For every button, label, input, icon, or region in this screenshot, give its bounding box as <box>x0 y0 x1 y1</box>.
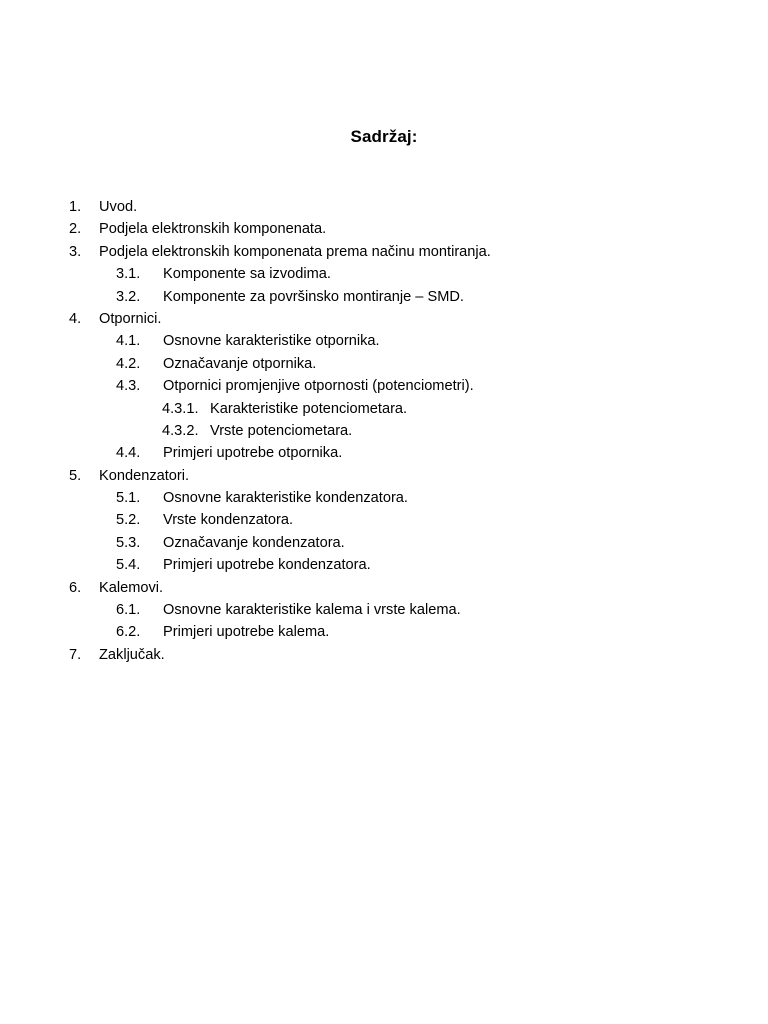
toc-entry-text: Osnovne karakteristike kalema i vrste kalema. <box>163 602 461 619</box>
toc-entry-number: 4.3.1. <box>162 400 199 417</box>
toc-entry <box>0 398 768 420</box>
toc-entry-number: 7. <box>69 646 82 663</box>
toc-entry-text: Karakteristike potenciometara. <box>210 400 408 417</box>
toc-entry-text: Otpornici. <box>99 310 162 327</box>
toc-entry-number: 5. <box>69 467 82 484</box>
toc-entry-number: 2. <box>69 221 82 238</box>
toc-entry-text: Komponente za površinsko montiranje – SMD. <box>163 288 464 305</box>
toc-entry <box>0 353 768 375</box>
toc-entry-number: 6. <box>69 579 82 596</box>
toc-entry <box>0 330 768 352</box>
toc-entry-text: Zaključak. <box>99 646 165 663</box>
toc-entry-text: Uvod. <box>99 199 138 215</box>
toc-entry <box>0 218 768 240</box>
toc-entry <box>0 532 768 554</box>
toc-entry-text: Podjela elektronskih komponenata prema načinu montiranja. <box>99 243 491 260</box>
toc-entry-text: Vrste potenciometara. <box>210 422 353 439</box>
toc-entry-text: Kalemovi. <box>99 579 164 596</box>
toc-entry-number: 4.3. <box>116 378 141 395</box>
toc-entry <box>0 465 768 487</box>
toc-entry <box>0 241 768 263</box>
toc-entry-text: Primjeri upotrebe kondenzatora. <box>163 557 371 574</box>
toc-entry <box>0 599 768 621</box>
toc-entry <box>0 577 768 599</box>
toc-entry <box>0 263 768 285</box>
toc-entry-number: 3.1. <box>116 266 141 283</box>
page-title: Sadržaj: <box>350 127 418 146</box>
toc-entry-number: 5.2. <box>116 512 141 529</box>
toc-entry <box>0 196 768 218</box>
toc-entry-number: 1. <box>69 199 82 215</box>
toc-entry-number: 4.2. <box>116 355 141 372</box>
toc-entry-text: Kondenzatori. <box>99 467 190 484</box>
toc-entry-text: Primjeri upotrebe kalema. <box>163 624 330 641</box>
toc-entry-number: 5.1. <box>116 490 141 507</box>
toc-entry <box>0 286 768 308</box>
toc-entry-text: Osnovne karakteristike otpornika. <box>163 333 380 350</box>
table-of-contents <box>0 196 768 666</box>
toc-entry-text: Podjela elektronskih komponenata. <box>99 221 327 238</box>
toc-entry-text: Označavanje otpornika. <box>163 355 317 372</box>
toc-entry-number: 5.4. <box>116 557 141 574</box>
toc-entry-text: Osnovne karakteristike kondenzatora. <box>163 490 408 507</box>
toc-entry-number: 3.2. <box>116 288 141 305</box>
toc-entry <box>0 621 768 643</box>
toc-entry <box>0 644 768 666</box>
toc-entry-number: 4. <box>69 310 82 327</box>
toc-entry-text: Vrste kondenzatora. <box>163 512 294 529</box>
toc-entry <box>0 554 768 576</box>
toc-entry <box>0 375 768 397</box>
toc-entry-number: 4.1. <box>116 333 141 350</box>
toc-entry-text: Označavanje kondenzatora. <box>163 534 345 551</box>
toc-entry-number: 5.3. <box>116 534 141 551</box>
toc-entry-number: 6.1. <box>116 602 141 619</box>
toc-entry-text: Primjeri upotrebe otpornika. <box>163 445 343 462</box>
toc-entry-text: Otpornici promjenjive otpornosti (potenciometri). <box>163 378 474 395</box>
toc-entry <box>0 487 768 509</box>
toc-entry <box>0 509 768 531</box>
toc-entry-number: 3. <box>69 243 82 260</box>
toc-entry <box>0 420 768 442</box>
toc-entry-text: Komponente sa izvodima. <box>163 266 331 283</box>
toc-entry-number: 4.4. <box>116 445 141 462</box>
toc-entry-number: 4.3.2. <box>162 422 199 439</box>
toc-entry-number: 6.2. <box>116 624 141 641</box>
toc-entry <box>0 308 768 330</box>
toc-entry <box>0 442 768 464</box>
